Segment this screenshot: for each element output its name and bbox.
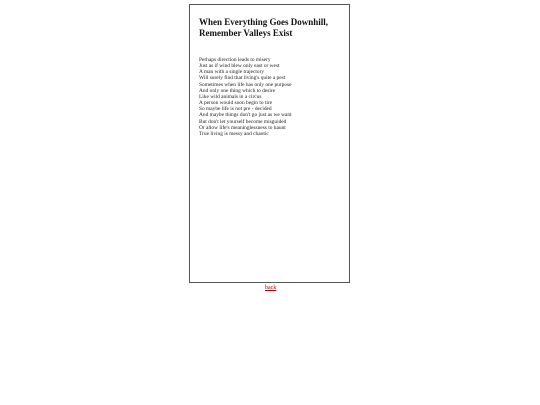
- poem-line: But don't let yourself become misguided: [199, 118, 287, 125]
- poem-card: [189, 4, 350, 283]
- poem-line: True living is messy and chaotic: [199, 130, 269, 137]
- poem-line: Or allow life's meaninglessness to haunt: [199, 124, 286, 131]
- poem-line: And only one thing which to desire: [199, 87, 276, 94]
- poem-line: So maybe life is not pre - decided: [199, 106, 272, 113]
- poem-line: Like wild animals in a circus: [199, 93, 262, 100]
- poem-line: Perhaps direction leads to misery: [199, 57, 271, 63]
- back-link[interactable]: back: [265, 285, 277, 291]
- poem-line: A person would soon begin to tire: [199, 100, 273, 107]
- poem-body: [199, 57, 347, 137]
- poem-title: When Everything Goes Downhill, Remember Valleys Exist: [199, 17, 329, 38]
- poem-line: Will surely find that living's quite a pest: [199, 75, 286, 82]
- poem-line: Just as if wind blew only east or west: [199, 63, 280, 70]
- poem-line: Sometimes when life has only one purpose: [199, 81, 292, 88]
- poem-line: And maybe things don't go just as we want: [199, 112, 292, 119]
- poem-line: A man with a single trajectory: [199, 69, 265, 76]
